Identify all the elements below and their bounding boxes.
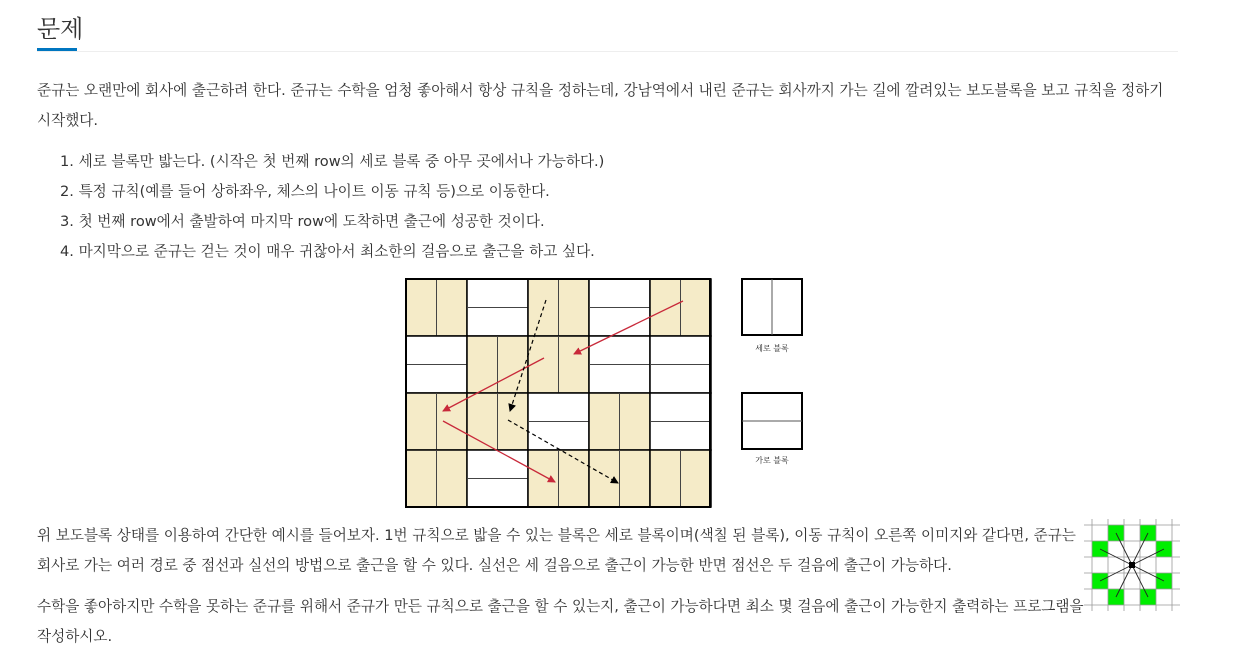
block-grid xyxy=(406,279,711,507)
rule-item-1: 1. 세로 블록만 밟는다. (시작은 첫 번째 row의 세로 블록 중 아무 곳에서나 가능하다.) xyxy=(60,153,605,170)
move-rule-grid xyxy=(1084,519,1180,611)
section-title: 문제 xyxy=(37,15,84,43)
rule-item-4: 4. 마지막으로 준규는 걷는 것이 매우 귀찮아서 최소한의 걸음으로 출근을 하고 싶다. xyxy=(60,243,595,260)
origin-cell xyxy=(1129,562,1135,568)
rule-item-2: 2. 특정 규칙(예를 들어 상하좌우, 체스의 나이트 이동 규칙 등)으로 이동한다. xyxy=(60,183,550,200)
example-paragraph: 위 보도블록 상태를 이용하여 간단한 예시를 들어보자. 1번 규칙으로 밟을 수 있는 블록은 세로 블록이며(색칠 된 블록), 이동 규칙이 오른쪽 이미지와 같다면, 준규는 회사로 가는 여러 경로 중 점선과 실선의 방법으로 출근을 할 수 있다. 실선은 세 걸음으로 출근이 가능한 반면 점선은 두 걸음에 출근이 가능하다. xyxy=(37,527,1076,574)
problem-header xyxy=(37,8,1178,52)
legend-vertical-label: 세로 블록 xyxy=(755,344,789,353)
sidewalk-block-diagram xyxy=(405,278,805,510)
task-paragraph: 수학을 좋아하지만 수학을 못하는 준규를 위해서 준규가 만든 규칙으로 출근을 할 수 있는지, 출근이 가능하다면 최소 몇 걸음에 출근이 가능한지 출력하는 프로그램을 작성하시오. xyxy=(37,598,1084,645)
title-underline xyxy=(37,48,77,51)
rule-item-3: 3. 첫 번째 row에서 출발하여 마지막 row에 도착하면 출근에 성공한 것이다. xyxy=(60,213,545,230)
legend-horizontal-label: 가로 블록 xyxy=(755,456,789,465)
move-rule-diagram xyxy=(1084,519,1180,611)
rules-list xyxy=(60,147,604,267)
intro-paragraph: 준규는 오랜만에 회사에 출근하려 한다. 준규는 수학을 엄청 좋아해서 항상 규칙을 정하는데, 강남역에서 내린 준규는 회사까지 가는 길에 깔려있는 보도블록을 보고 규칙을 정하기 시작했다. xyxy=(37,82,1164,129)
